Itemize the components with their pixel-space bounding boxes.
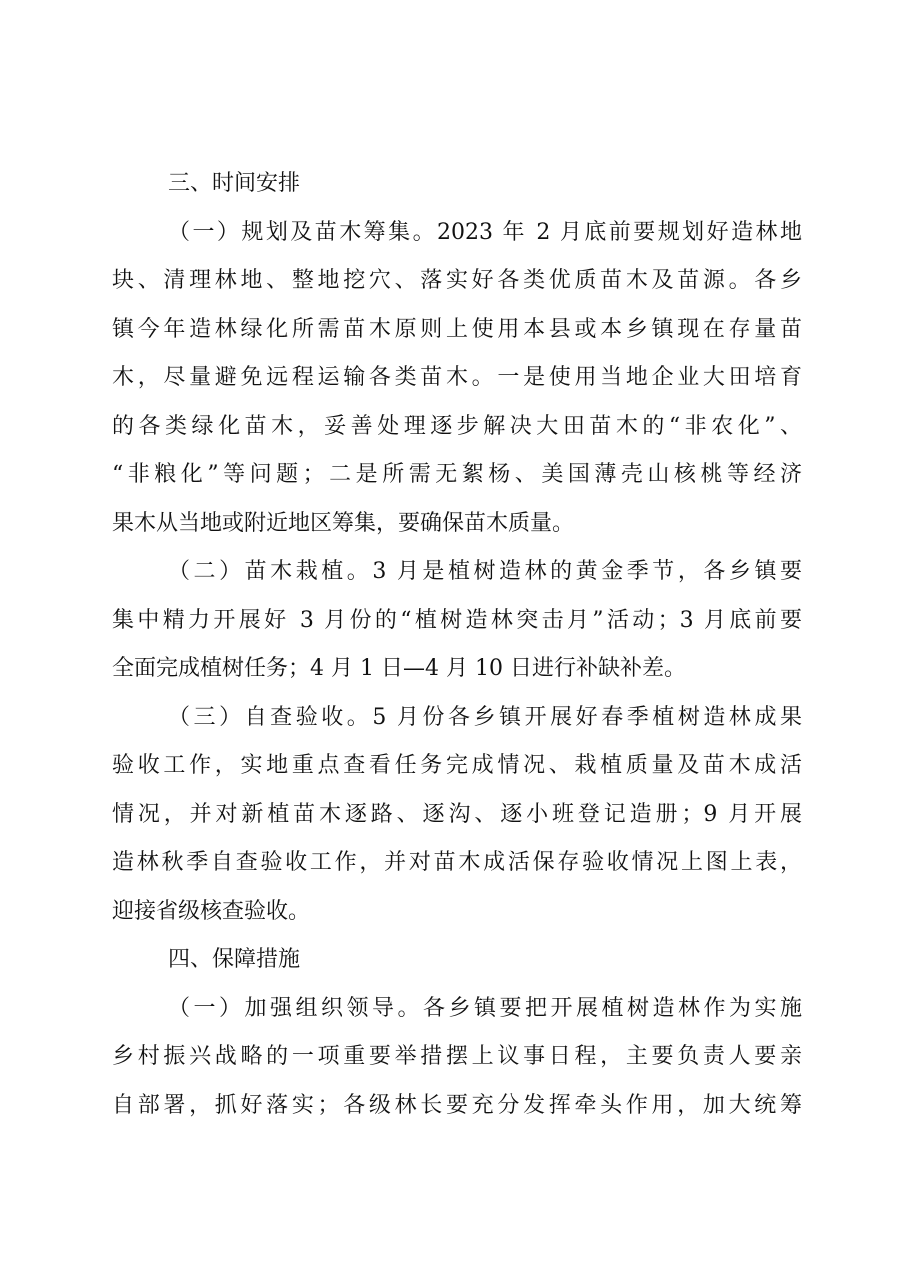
paragraph-line: （一）规划及苗木筹集。2023 年 2 月底前要规划好造林地 xyxy=(168,219,802,245)
paragraph-line: 情况，并对新植苗木逐路、逐沟、逐小班登记造册；9 月开展 xyxy=(112,801,802,827)
paragraph-line: （二）苗木栽植。3 月是植树造林的黄金季节，各乡镇要 xyxy=(168,559,802,584)
paragraph-line: （三）自查验收。5 月份各乡镇开展好春季植树造林成果 xyxy=(168,704,802,730)
paragraph-line: 果木从当地或附近地区筹集，要确保苗木质量。 xyxy=(112,510,575,536)
paragraph-line: 造林秋季自查验收工作，并对苗木成活保存验收情况上图上表， xyxy=(112,850,802,875)
section-heading-schedule: 三、时间安排 xyxy=(168,171,301,196)
paragraph-line: 乡村振兴战略的一项重要举措摆上议事日程，主要负责人要亲 xyxy=(112,1044,802,1069)
paragraph-line: 块、清理林地、整地挖穴、落实好各类优质苗木及苗源。各乡 xyxy=(112,268,802,293)
paragraph-line: （一）加强组织领导。各乡镇要把开展植树造林作为实施 xyxy=(168,995,802,1021)
paragraph-line: 镇今年造林绿化所需苗木原则上使用本县或本乡镇现在存量苗 xyxy=(112,316,802,342)
paragraph-line: 集中精力开展好 3 月份的“植树造林突击月”活动；3 月底前要 xyxy=(112,607,802,633)
paragraph-line: 的各类绿化苗木，妥善处理逐步解决大田苗木的“非农化”、 xyxy=(112,413,802,439)
paragraph-line: 木，尽量避免远程运输各类苗木。一是使用当地企业大田培育 xyxy=(112,365,802,390)
paragraph-line: 迎接省级核查验收。 xyxy=(112,898,311,924)
section-heading-safeguards: 四、保障措施 xyxy=(168,947,301,972)
paragraph-line: 自部署，抓好落实；各级林长要充分发挥牵头作用，加大统筹 xyxy=(112,1092,802,1118)
paragraph-line: 全面完成植树任务；4 月 1 日—4 月 10 日进行补缺补差。 xyxy=(112,656,686,681)
document-body xyxy=(112,160,802,1130)
paragraph-line: 验收工作，实地重点查看任务完成情况、栽植质量及苗木成活 xyxy=(112,753,802,778)
paragraph-line: “非粮化”等问题；二是所需无絮杨、美国薄壳山核桃等经济 xyxy=(112,462,802,487)
